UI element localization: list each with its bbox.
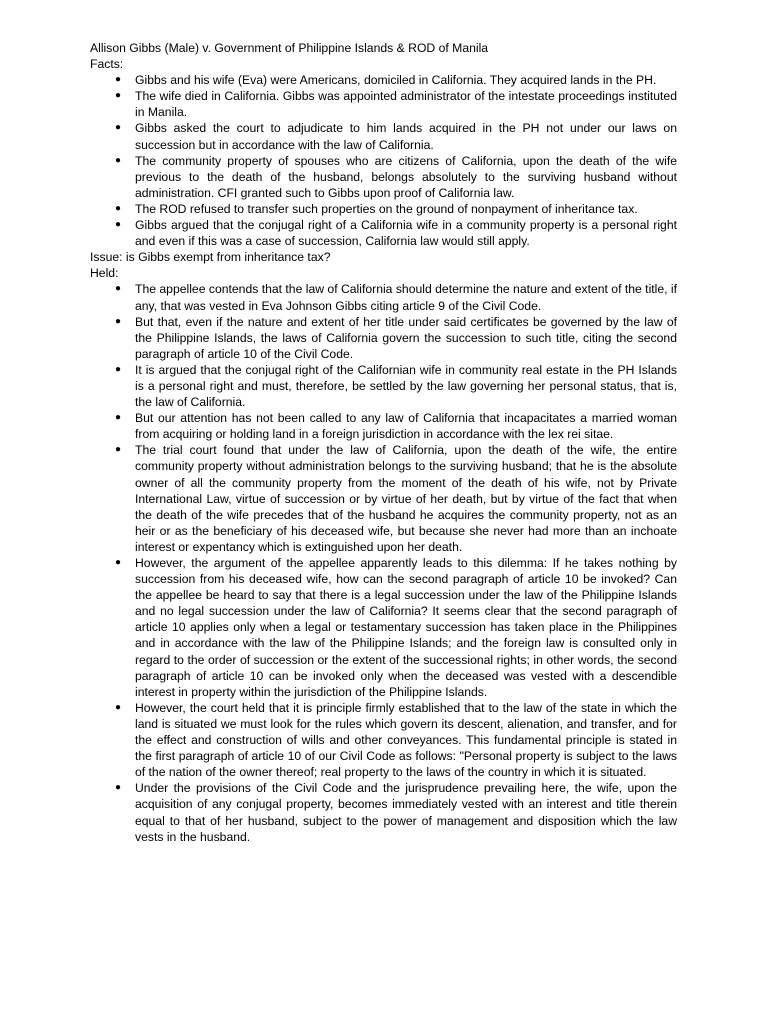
list-item [90,217,677,249]
fact-text: The community property of spouses who are citizens of California, upon the death of the wife previous to the death of the husband, belongs absolutely to the surviving husband without administration. CFI granted such to Gibbs upon proof of California law. [135,153,677,200]
bullet-icon: ● [115,122,122,134]
list-item [90,700,677,780]
bullet-icon: ● [115,154,122,166]
held-text: However, the court held that it is principle firmly established that to the law of the state in which the land is situated we must look for the rules which govern its descent, alienation, and transfer, and for the effect and construction of wills and other conveyances. This fundamental principle is stated in the first paragraph of article 10 of our Civil Code as follows: "Personal property is subject to the laws of the nation of the owner thereof; real property to the laws of the country in which it is situated. [135,700,677,780]
held-text: However, the argument of the appellee apparently leads to this dilemma: If he takes nothing by succession from his deceased wife, how can the second paragraph of article 10 be invoked? Can the appellee be heard to say that there is a legal succession under the law of the Philippine Islands and no legal succession under the law of California? It seems clear that the second paragraph of article 10 applies only when a legal or testamentary succession has taken place in the Philippines and in accordance with the law of the Philippine Islands; and the foreign law is consulted only in regard to the order of succession or the extent of the successional rights; in other words, the second paragraph of article 10 can be invoked only when the deceased was vested with a descendible interest in property within the jurisdiction of the Philippine Islands. [135,556,677,699]
bullet-icon: ● [115,202,122,214]
bullet-icon: ● [115,315,122,327]
bullet-icon: ● [115,219,122,231]
held-text: It is argued that the conjugal right of the Californian wife in community real estate in the PH Islands is a personal right and must, therefore, be settled by the law governing her personal status, that is, the law of California. [135,362,677,410]
held-list [90,281,677,844]
held-text: The trial court found that under the law of California, upon the death of the wife, the entire community property without administration belongs to the surviving husband; that he is the absolute owner of all the community property from the moment of the death of his wife, not by Private International Law, virtue of succession or by virtue of her death, but by virtue of the fact that when the death of the wife precedes that of the husband he acquires the community property, not as an heir or as the beneficiary of his deceased wife, but because she never had more than an inchoate interest or expentancy which is extinguished upon her death. [135,443,677,554]
list-item [90,153,677,201]
list-item [90,410,677,442]
held-heading: Held: [90,266,119,281]
bullet-icon: ● [115,444,122,456]
facts-list [90,72,677,249]
fact-text: Gibbs argued that the conjugal right of a California wife in a community property is a personal right and even if this was a case of succession, California law would still apply. [135,218,677,249]
bullet-icon: ● [115,557,122,568]
list-item [90,72,677,88]
case-title: Allison Gibbs (Male) v. Government of Philippine Islands & ROD of Manila [90,41,489,55]
issue-line: Issue: is Gibbs exempt from inheritance tax? [90,250,331,265]
list-item [90,442,677,555]
list-item [90,362,677,410]
bullet-icon: ● [115,782,122,794]
bullet-icon: ● [115,90,122,102]
case-digest [90,40,677,845]
bullet-icon: ● [115,412,122,424]
list-item [90,780,677,844]
held-text: But our attention has not been called to any law of California that incapacitates a married woman from acquiring or holding land in a foreign jurisdiction in accordance with the lex rei sitae. [135,411,677,442]
list-item [90,88,677,120]
facts-heading: Facts: [90,57,124,72]
list-item [90,314,677,362]
held-text: The appellee contends that the law of California should determine the nature and extent of the title, if any, that was vested in Eva Johnson Gibbs citing article 9 of the Civil Code. [135,282,678,313]
list-item [90,120,677,152]
bullet-icon: ● [115,701,122,713]
bullet-icon: ● [115,283,122,295]
held-text: Under the provisions of the Civil Code and the jurisprudence prevailing here, the wife, upon the acquisition of any conjugal property, becomes immediately vested with an interest and title therein equal to that of her husband, subject to the power of management and disposition which the law vests in the husband. [135,781,677,844]
fact-text: Gibbs asked the court to adjudicate to him lands acquired in the PH not under our laws on succession but in accordance with the law of California. [135,121,677,152]
list-item [90,201,677,217]
fact-text: The ROD refused to transfer such properties on the ground of nonpayment of inheritance tax. [135,201,638,216]
bullet-icon: ● [115,74,122,86]
bullet-icon: ● [115,363,122,375]
fact-text: Gibbs and his wife (Eva) were Americans, domiciled in California. They acquired lands in the PH. [135,73,657,88]
fact-text: The wife died in California. Gibbs was appointed administrator of the intestate proceedings instituted in Manila. [135,89,677,120]
list-item [90,555,677,700]
list-item [90,281,677,313]
held-text: But that, even if the nature and extent of her title under said certificates be governed by the law of the Philippine Islands, the laws of California govern the succession to such title, citing the second paragraph of article 10 of the Civil Code. [135,314,677,361]
